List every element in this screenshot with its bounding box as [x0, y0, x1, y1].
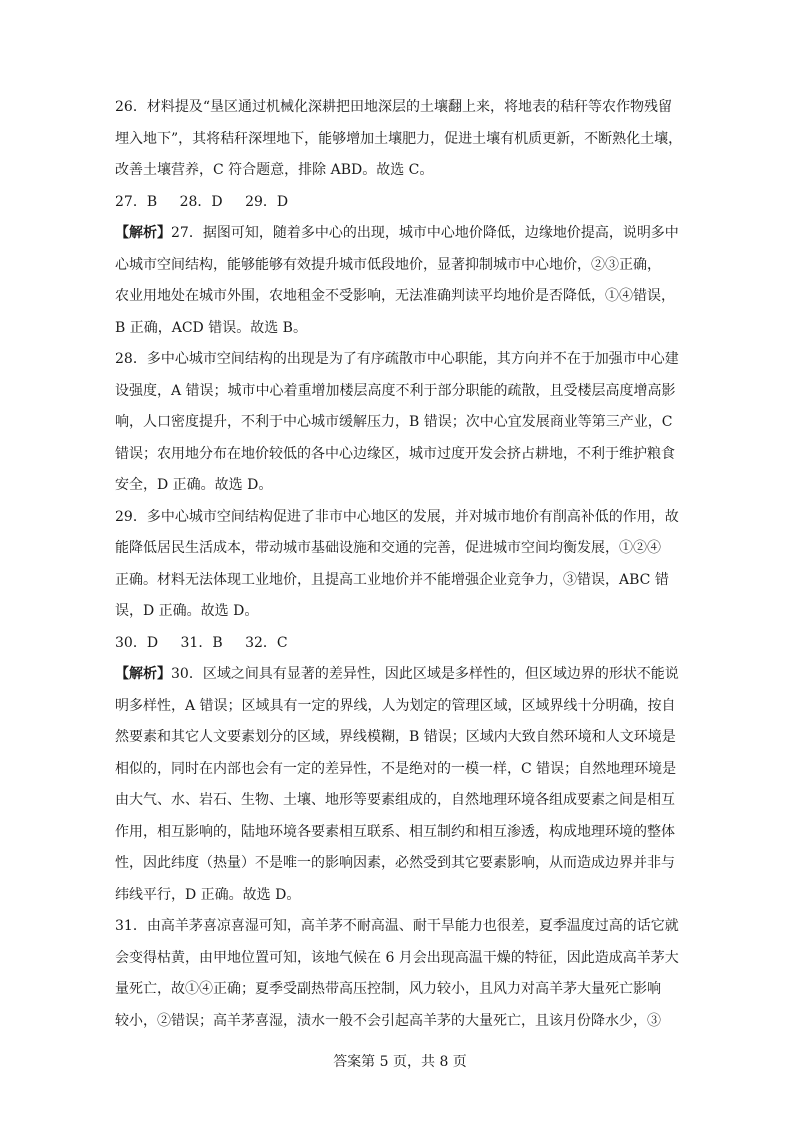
q28-explanation — [115, 344, 695, 502]
q27-explanation — [115, 218, 695, 344]
text-line: 心城市空间结构，能够能够有效提升城市低段地价，显著抑制城市中心地价，②③正确， — [115, 256, 661, 273]
text-line: 28．多中心城市空间结构的出现是为了有序疏散市中心职能，其方向并不在于加强市中心建 — [115, 351, 679, 367]
answer-30: 30．D — [115, 634, 159, 651]
text-line: 农业用地处在城市外围，农地租金不受影响，无法准确判读平均地价是否降低，①④错误， — [115, 288, 675, 304]
text-line: 错误；农用地分布在地价较低的各中心边缘区，城市过度开发会挤占耕地，不利于维护粮食 — [115, 445, 675, 462]
text-line: 会变得枯黄，由甲地位置可知，该地气候在 6 月会出现高温干燥的特征，因此造成高羊茅大 — [115, 949, 679, 966]
text-line: 改善土壤营养，C 符合题意，排除 ABD。故选 C。 — [115, 162, 434, 178]
text-line: 响，人口密度提升，不利于中心城市缓解压力，B 错误；次中心宜发展商业等第三产业，C — [115, 414, 673, 430]
text-line: B 正确，ACD 错误。故选 B。 — [115, 319, 307, 336]
text-line: 26．材料提及“垦区通过机械化深耕把田地深层的土壤翻上来，将地表的秸秆等农作物残留 — [115, 99, 672, 115]
text-line: 较小，②错误；高羊茅喜湿，渍水一般不会引起高羊茅的大量死亡，且该月份降水少，③ — [115, 1012, 661, 1029]
answers-30-32 — [115, 628, 695, 660]
text-line: 误，D 正确。故选 D。 — [115, 603, 259, 619]
text-line: 设强度，A 错误；城市中心着重增加楼层高度不利于部分职能的疏散，且受楼层高度增高影 — [115, 382, 676, 399]
text-line: 作用，相互影响的，陆地环境各要素相互联系、相互制约和相互渗透，构成地理环境的整体 — [115, 823, 675, 840]
text-line: 相似的，同时在内部也会有一定的差异性，不是绝对的一模一样，C 错误；自然地理环境是 — [115, 760, 677, 777]
text-line: 埋入地下”，其将秸秆深埋地下，能够增加土壤肥力，促进土壤有机质更新，不断熟化土壤， — [115, 130, 683, 147]
q26-explanation — [115, 92, 695, 187]
answer-27: 27．B — [115, 193, 158, 210]
text-line: 量死亡，故①④正确；夏季受副热带高压控制，风力较小，且风力对高羊茅大量死亡影响 — [115, 981, 661, 997]
text-line: 31．由高羊茅喜凉喜湿可知，高羊茅不耐高温、耐干旱能力也很差，夏季温度过高的话它就 — [115, 918, 679, 934]
text-line: 由大气、水、岩石、生物、土壤、地形等要素组成的，自然地理环境各组成要素之间是相互 — [115, 792, 675, 808]
answer-page — [115, 92, 695, 1037]
text-line: 然要素和其它人文要素划分的区域，界线模糊，B 错误；区域内大致自然环境和人文环境是 — [115, 729, 676, 745]
text-line: 正确。材料无法体现工业地价，且提高工业地价并不能增强企业竞争力，③错误，ABC 错 — [115, 571, 669, 588]
text-line: 能降低居民生活成本，带动城市基础设施和交通的完善，促进城市空间均衡发展，①②④ — [115, 540, 661, 556]
page-footer: 答案第 5 页，共 8 页 — [333, 1054, 467, 1070]
text-line: 【解析】27．据图可知，随着多中心的出现，城市中心地价降低，边缘地价提高，说明多中 — [115, 225, 679, 241]
text-line: 【解析】30．区域之间具有显著的差异性，因此区域是多样性的，但区域边界的形状不能说 — [115, 666, 679, 682]
answers-27-29 — [115, 187, 695, 219]
q31-explanation — [115, 911, 695, 1037]
text-line: 性，因此纬度（热量）不是唯一的影响因素，必然受到其它要素影响，从而造成边界并非与 — [115, 855, 675, 871]
text-line: 29．多中心城市空间结构促进了非市中心地区的发展，并对城市地价有削高补低的作用，故 — [115, 508, 679, 525]
answer-29: 29．D — [245, 193, 289, 210]
q30-explanation — [115, 659, 695, 911]
answer-32: 32．C — [245, 634, 288, 651]
answer-31: 31．B — [180, 634, 223, 651]
text-line: 纬线平行，D 正确。故选 D。 — [115, 886, 301, 903]
answer-28: 28．D — [179, 193, 223, 210]
analysis-tag: 【解析】 — [115, 666, 171, 682]
text-line: 安全，D 正确。故选 D。 — [115, 477, 273, 493]
q29-explanation — [115, 502, 695, 628]
analysis-tag: 【解析】 — [115, 225, 171, 241]
text-line: 明多样性，A 错误；区域具有一定的界线，人为划定的管理区域，区域界线十分明确，按自 — [115, 697, 676, 714]
